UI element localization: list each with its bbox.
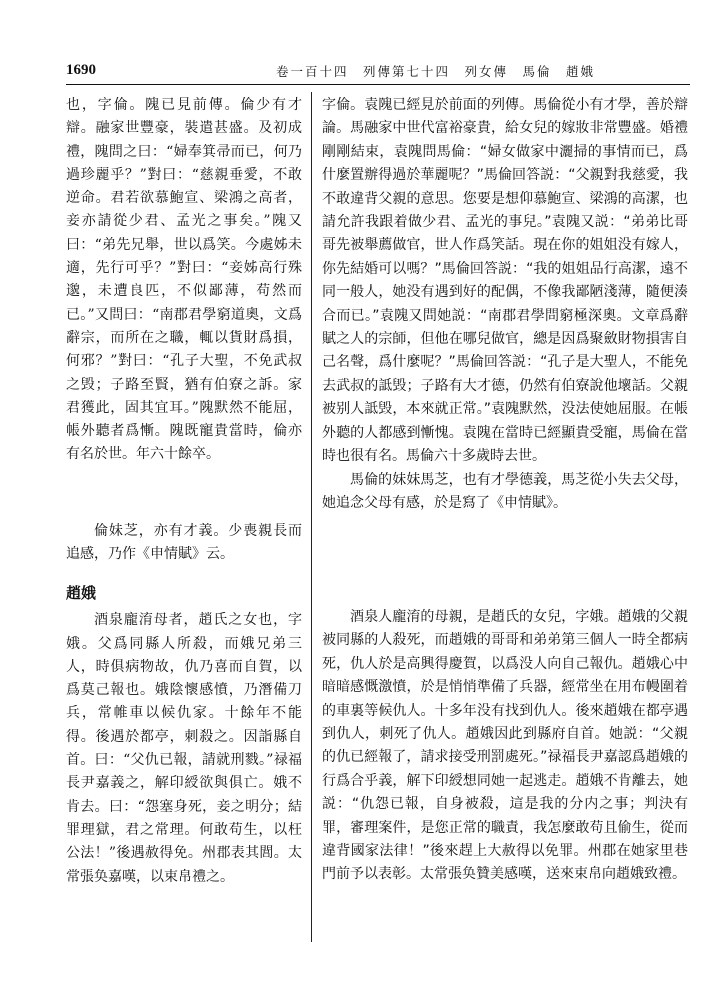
modern-column-top	[322, 94, 688, 515]
classical-paragraph: 倫妹芝，亦有才義。少喪親長而追感，乃作《申情賦》云。	[66, 523, 302, 563]
translation-paragraph: 酒泉人龐淯的母親，是趙氏的女兒，字娥。趙娥的父親被同縣的人殺死，而趙娥的哥哥和弟弟第三個人一時全都病死，仇人於是高興得慶賀，以爲没人向自己報仇。趙娥心中暗暗感慨激憤，於是悄悄準備了兵器，經常坐在用布幔圍着的車裏等候仇人。十多年没有找到仇人。後來趙娥在都亭遇到仇人，刺死了仇人。趙娥因此到縣府自首。她説：“父親的仇已經報了，請求接受刑罰處死。”禄福長尹嘉認爲趙娥的行爲合乎義，解下印綬想同她一起逃走。趙娥不肯離去，她説：“仇怨已報，自身被殺，這是我的分内之事；判決有罪，審理案件，是您正常的職責，我怎麼敢苟且偷生，從而違背國家法律！”後來趕上大赦得以免罪。州郡在她家里巷門前予以表彰。太常張奂贊美感嘆，送來束帛向趙娥致禮。	[322, 609, 688, 883]
classical-paragraph: 酒泉龐淯母者，趙氏之女也，字娥。父爲同縣人所殺，而娥兄弟三人，時俱病物故，仇乃喜而自賀，以爲莫己報也。娥陰懷感憤，乃潛備刀兵，常帷車以候仇家。十餘年不能得。後遇於都亭，刺殺之。因詣縣自首。曰：“父仇已報，請就刑戮。”禄福長尹嘉義之，解印綬欲與俱亡。娥不肯去。曰：“怨塞身死，妾之明分；結罪理獄，君之常理。何敢苟生，以枉公法！”後遇赦得免。州郡表其閭。太常張奂嘉嘆，以束帛禮之。	[66, 612, 302, 885]
header-rule	[66, 84, 690, 85]
translation-paragraph: 字倫。袁隗已經見於前面的列傳。馬倫從小有才學，善於辯論。馬融家中世代富裕豪貴，給女兒的嫁妝非常豐盛。婚禮剛剛結束，袁隗問馬倫：“婦女做家中灑掃的事情而已，爲什麼置辦得過於華麗呢？”馬倫回答説：“父親對我慈愛，我不敢違背父親的意思。您要是想仰慕鮑宣、梁鴻的高潔，也請允許我跟着做少君、孟光的事兒。”袁隗又説：“弟弟比哥哥先被舉薦做官，世人作爲笑話。現在你的姐姐没有嫁人，你先結婚可以嗎？”馬倫回答説：“我的姐姐品行高潔，遠不同一般人，她没有遇到好的配偶，不像我鄙陋淺薄，隨便湊合而已。”袁隗又問她説：“南郡君學問窮極深奧。文章爲辭賦之人的宗師，但他在哪兒做官，總是因爲聚斂財物損害自己名聲，爲什麼呢？”馬倫回答説：“孔子是大聖人，不能免去武叔的詆毁；子路有大才德，仍然有伯寮說他壞話。父親被别人詆毁，本來就正常。”袁隗默然，没法使她屈服。在帳外聽的人都感到慚愧。袁隗在當時已經顯貴受寵，馬倫在當時也很有名。馬倫六十多歲時去世。	[322, 97, 688, 465]
translation-paragraph: 馬倫的妹妹馬芝，也有才學德義，馬芝從小失去父母，她追念父母有感，於是寫了《申情賦》。	[322, 471, 688, 511]
page-header	[66, 62, 686, 84]
modern-column-bottom	[322, 606, 688, 887]
classical-column-bottom	[66, 582, 302, 889]
classical-paragraph: 也，字倫。隗已見前傳。倫少有才辯。融家世豐豪，裝遣甚盛。及初成禮，隗問之曰：“婦奉箕帚而已，何乃過珍麗乎？”對曰：“慈親垂愛，不敢逆命。君若欲慕鮑宣、梁鴻之高者，妾亦請從少君、孟光之事矣。”隗又曰：“弟先兄舉，世以爲笑。今處姊未適，先行可乎？”對曰：“妾姊高行殊邈，未遭良匹，不似鄙薄，苟然而已。”又問曰：“南郡君學窮道奧，文爲辭宗，而所在之職，輒以貨財爲損，何邪？”對曰：“孔子大聖，不免武叔之毁；子路至賢，猶有伯寮之訴。家君獲此，固其宜耳。”隗默然不能屈，帳外聽者爲慚。隗既寵貴當時，倫亦有名於世。年六十餘卒。	[66, 97, 302, 463]
section-heading: 趙娥	[66, 584, 97, 602]
column-divider	[311, 92, 312, 942]
page-number: 1690	[66, 62, 96, 78]
running-head: 卷一百十四 列傳第七十四 列女傳 馬倫 趙娥	[276, 64, 596, 79]
classical-column-top	[66, 94, 302, 467]
classical-column-mid	[66, 520, 302, 567]
